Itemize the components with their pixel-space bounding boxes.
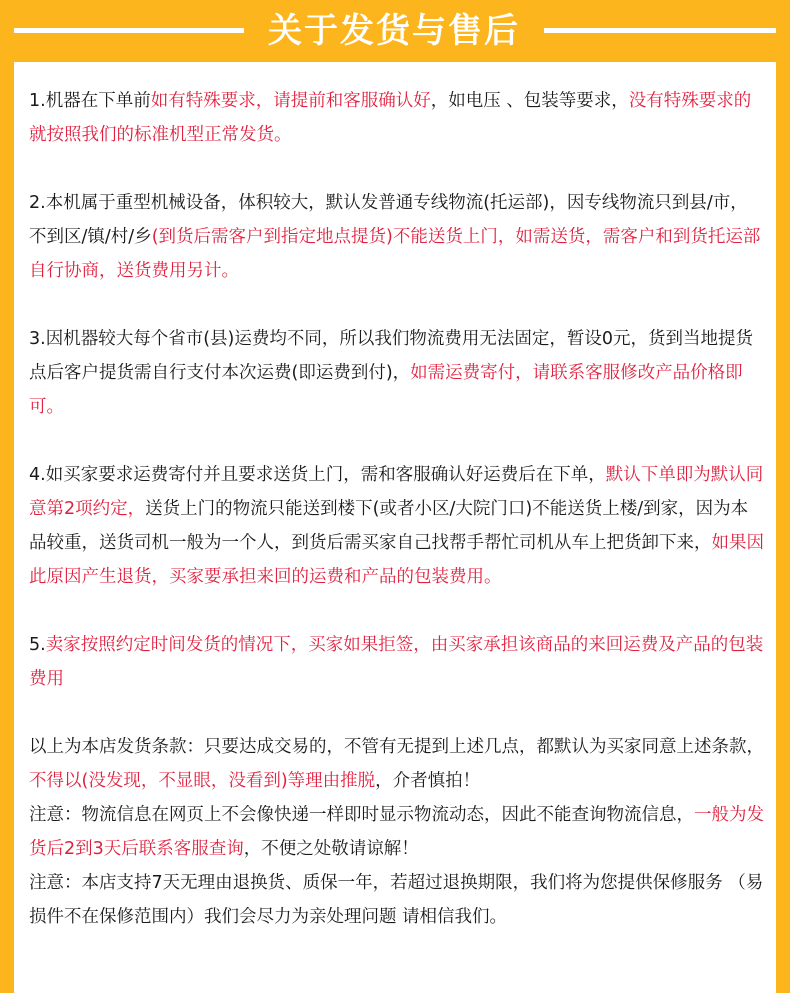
highlight-segment: 如有特殊要求，请提前和客服确认好 [150,91,431,111]
highlight-segment: 默认下单即为默认同意第2项约定， [29,465,764,519]
note-terms [29,730,764,798]
segment: 4.如买家要求运费寄付并且要求送货上门，需和客服确认好运费后在下单， [29,465,606,485]
highlight-segment: 如果因此原因产生退货，买家要承担来回的运费和产品的包装费用。 [29,533,764,587]
header-banner [0,0,790,62]
notes-block [29,730,764,934]
segment: 1.机器在下单前 [29,91,151,111]
segment: ，如电压 、包装等要求， [430,91,629,111]
highlight-segment: 卖家按照约定时间发货的情况下，买家如果拒签，由买家承担该商品的来回运费及产品的包装费用 [29,635,764,689]
highlight-segment: 一般为发货后2到3天后联系客服查询 [29,805,764,859]
highlight-segment: 不得以(没发现，不显眼，没看到)等理由推脱 [29,771,376,791]
segment: 5. [29,635,46,655]
highlight-segment: (到货后需客户到指定地点提货)不能送货上门，如需送货，需客户和到货托运部自行协商，送货费用另计。 [29,227,761,281]
policy-item-3 [29,322,764,424]
segment: 注意：物流信息在网页上不会像快递一样即时显示物流动态，因此不能查询物流信息， [29,805,694,825]
policy-content [29,84,764,934]
segment: 注意：本店支持7天无理由退换货、质保一年，若超过退换期限，我们将为您提供保修服务 （易损件不在保修范围内）我们会尽力为亲处理问题 请相信我们。 [29,873,764,927]
highlight-segment: 没有特殊要求的就按照我们的标准机型正常发货。 [29,91,752,145]
note-logistics [29,798,764,866]
content-panel [14,62,776,993]
page-title: 关于发货与售后 [268,11,520,51]
segment: 3.因机器较大每个省市(县)运费均不同，所以我们物流费用无法固定，暂设0元，货到当地提货点后客户提货需自行支付本次运费(即运费到付)， [29,329,753,383]
highlight-segment: 如需运费寄付，请联系客服修改产品价格即可。 [29,363,743,417]
segment: ，不便之处敬请谅解！ [243,839,419,859]
segment: ，介者慎拍！ [375,771,481,791]
segment: 2.本机属于重型机械设备，体积较大，默认发普通专线物流(托运部)，因专线物流只到县/市，不到区/镇/村/乡 [29,193,748,247]
policy-item-4 [29,458,764,594]
policy-item-1 [29,84,764,152]
note-warranty [29,866,764,934]
header-line-left [14,28,244,33]
segment: 送货上门的物流只能送到楼下(或者小区/大院门口)不能送货上楼/到家，因为本品较重，送货司机一般为一个人，到货后需买家自己找帮手帮忙司机从车上把货卸下来， [29,499,749,553]
policy-item-2 [29,186,764,288]
policy-item-5 [29,628,764,696]
segment: 以上为本店发货条款：只要达成交易的，不管有无提到上述几点，都默认为买家同意上述条款， [29,737,764,757]
header-line-right [544,28,776,33]
